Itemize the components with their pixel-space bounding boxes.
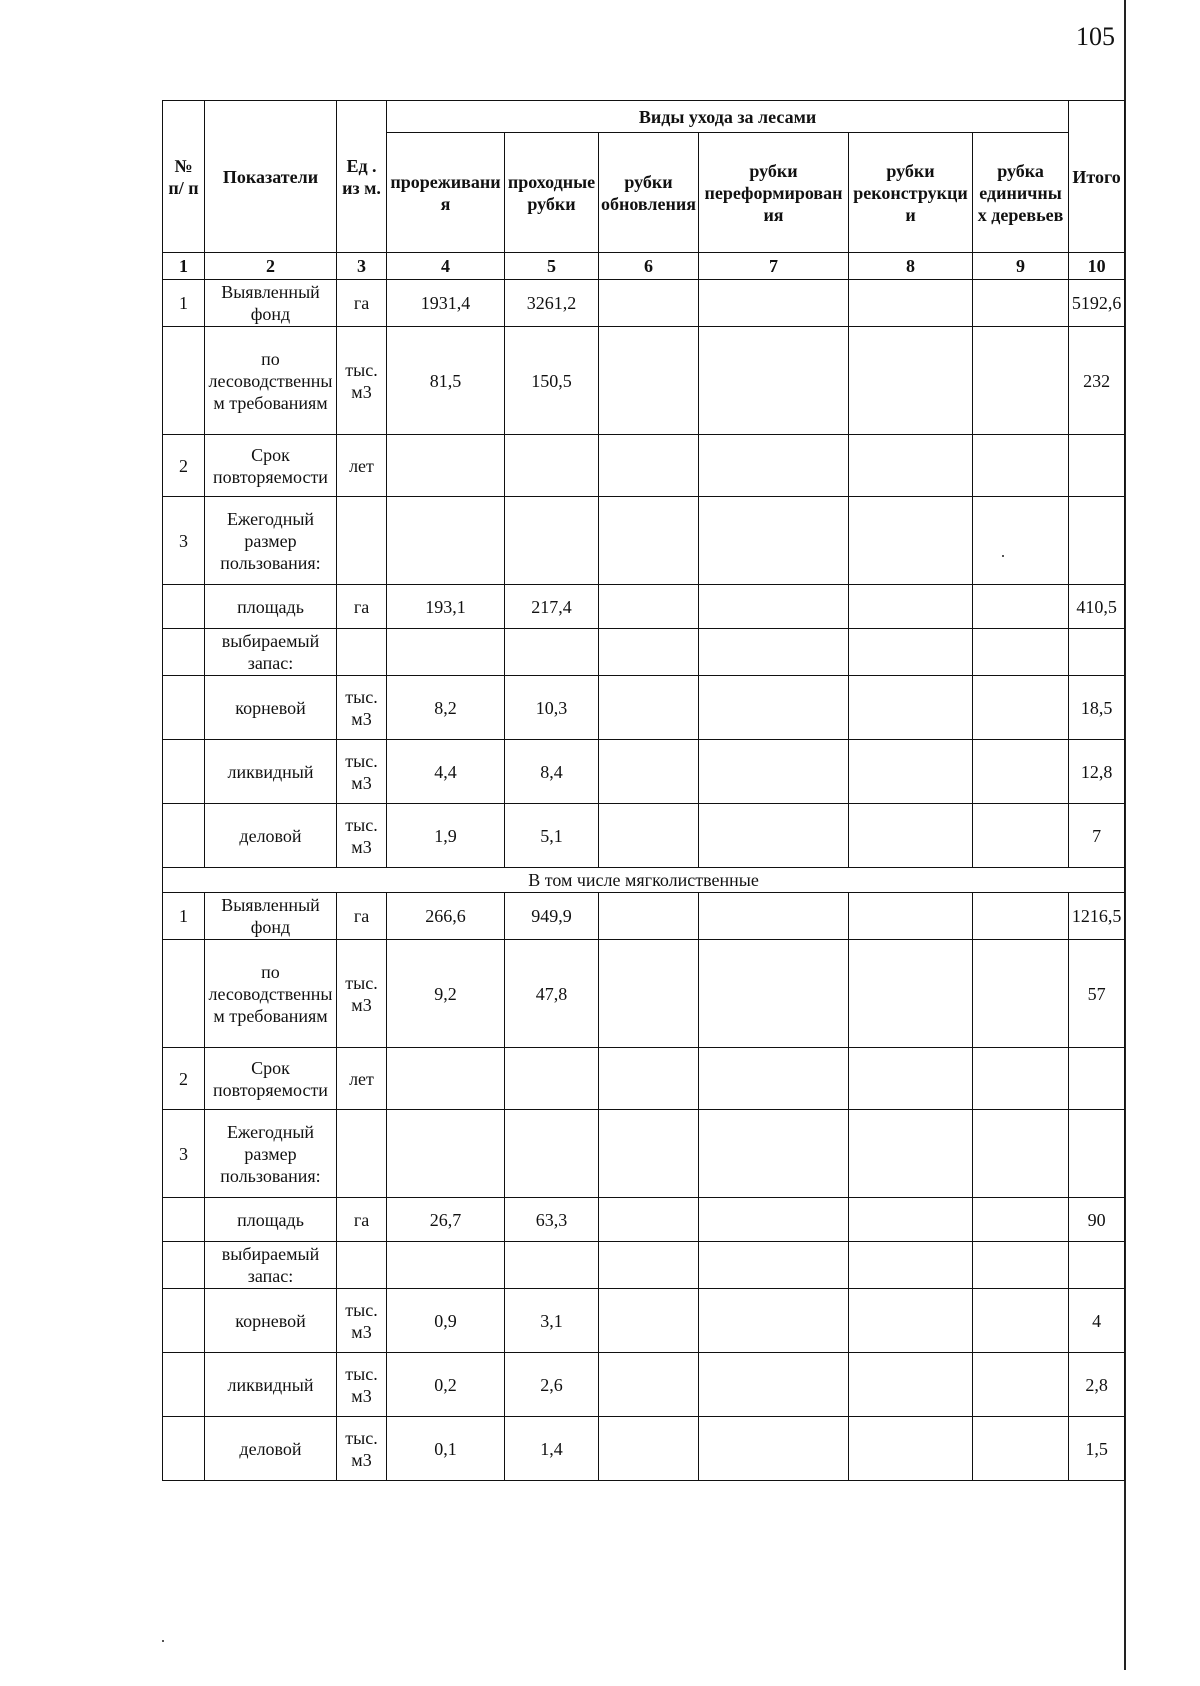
row-col9-cell <box>973 740 1069 804</box>
row-col4-cell: 0,2 <box>387 1353 505 1417</box>
column-number: 6 <box>599 253 699 280</box>
row-col5-cell: 217,4 <box>505 585 599 629</box>
row-col4-cell: 81,5 <box>387 327 505 435</box>
row-col6-cell <box>599 1289 699 1353</box>
row-name-cell: по лесоводственным требованиям <box>205 327 337 435</box>
row-col4-cell <box>387 435 505 497</box>
row-no-cell <box>163 1242 205 1289</box>
row-col6-cell <box>599 629 699 676</box>
row-col8-cell <box>849 1353 973 1417</box>
row-col7-cell <box>699 497 849 585</box>
row-total-cell <box>1069 435 1125 497</box>
row-col9-cell <box>973 585 1069 629</box>
row-col7-cell <box>699 740 849 804</box>
row-col6-cell <box>599 1242 699 1289</box>
row-col9-cell <box>973 497 1069 585</box>
row-name-cell: площадь <box>205 585 337 629</box>
row-col7-cell <box>699 893 849 940</box>
row-col4-cell: 1931,4 <box>387 280 505 327</box>
row-no-cell <box>163 585 205 629</box>
row-col7-cell <box>699 1353 849 1417</box>
column-number: 1 <box>163 253 205 280</box>
row-col6-cell <box>599 1048 699 1110</box>
row-col9-cell <box>973 327 1069 435</box>
row-col6-cell <box>599 1198 699 1242</box>
row-name-cell: деловой <box>205 804 337 868</box>
row-no-cell: 3 <box>163 1110 205 1198</box>
row-unit-cell: га <box>337 280 387 327</box>
column-number: 10 <box>1069 253 1125 280</box>
row-unit-cell: тыс. м3 <box>337 1289 387 1353</box>
row-col8-cell <box>849 804 973 868</box>
row-col8-cell <box>849 1242 973 1289</box>
row-col8-cell <box>849 1110 973 1198</box>
row-col7-cell <box>699 1242 849 1289</box>
row-col7-cell <box>699 1417 849 1481</box>
row-col6-cell <box>599 1417 699 1481</box>
forest-care-table <box>162 100 1125 1481</box>
row-total-cell <box>1069 497 1125 585</box>
row-col7-cell <box>699 280 849 327</box>
row-col7-cell <box>699 1289 849 1353</box>
table-row <box>163 940 1125 1048</box>
row-unit-cell: тыс. м3 <box>337 676 387 740</box>
row-col7-cell <box>699 940 849 1048</box>
row-total-cell: 1,5 <box>1069 1417 1125 1481</box>
row-unit-cell: га <box>337 893 387 940</box>
row-col4-cell: 9,2 <box>387 940 505 1048</box>
row-col4-cell <box>387 497 505 585</box>
row-unit-cell: тыс. м3 <box>337 1417 387 1481</box>
row-col7-cell <box>699 676 849 740</box>
row-total-cell: 90 <box>1069 1198 1125 1242</box>
table-row <box>163 1198 1125 1242</box>
row-col6-cell <box>599 435 699 497</box>
row-col9-cell <box>973 1242 1069 1289</box>
row-total-cell <box>1069 1242 1125 1289</box>
row-no-cell <box>163 1198 205 1242</box>
column-number: 4 <box>387 253 505 280</box>
header-col-5: проходные рубки <box>505 133 599 253</box>
row-col5-cell: 10,3 <box>505 676 599 740</box>
table-row <box>163 740 1125 804</box>
row-no-cell: 2 <box>163 435 205 497</box>
row-name-cell: выбираемый запас: <box>205 629 337 676</box>
row-col4-cell <box>387 1048 505 1110</box>
row-col7-cell <box>699 1048 849 1110</box>
row-col5-cell <box>505 629 599 676</box>
header-col-6: рубки обновления <box>599 133 699 253</box>
subheader-body <box>163 868 1125 893</box>
header-col-8: рубки реконструкции <box>849 133 973 253</box>
row-col9-cell <box>973 1048 1069 1110</box>
table-row <box>163 435 1125 497</box>
column-number: 8 <box>849 253 973 280</box>
row-col9-cell <box>973 1198 1069 1242</box>
row-col5-cell: 150,5 <box>505 327 599 435</box>
row-col6-cell <box>599 280 699 327</box>
row-unit-cell <box>337 1110 387 1198</box>
row-col8-cell <box>849 893 973 940</box>
table-row <box>163 804 1125 868</box>
row-no-cell <box>163 940 205 1048</box>
row-name-cell: по лесоводственным требованиям <box>205 940 337 1048</box>
row-total-cell: 12,8 <box>1069 740 1125 804</box>
row-unit-cell: тыс. м3 <box>337 1353 387 1417</box>
row-no-cell <box>163 629 205 676</box>
row-name-cell: Срок повторяемости <box>205 1048 337 1110</box>
row-no-cell: 3 <box>163 497 205 585</box>
section-subheader: В том числе мягколиственные <box>163 868 1125 893</box>
table-row <box>163 585 1125 629</box>
row-total-cell: 4 <box>1069 1289 1125 1353</box>
row-col8-cell <box>849 740 973 804</box>
row-name-cell: Ежегодный размер пользования: <box>205 1110 337 1198</box>
column-number: 7 <box>699 253 849 280</box>
row-unit-cell <box>337 1242 387 1289</box>
table-row <box>163 676 1125 740</box>
table-row <box>163 497 1125 585</box>
row-col8-cell <box>849 676 973 740</box>
row-col6-cell <box>599 497 699 585</box>
section-1-body <box>163 280 1125 868</box>
header-no: № п/ п <box>163 101 205 253</box>
row-col6-cell <box>599 893 699 940</box>
row-unit-cell: тыс. м3 <box>337 804 387 868</box>
row-col8-cell <box>849 1198 973 1242</box>
page-number: 105 <box>1076 22 1115 51</box>
table-row <box>163 1048 1125 1110</box>
row-col7-cell <box>699 585 849 629</box>
row-no-cell <box>163 676 205 740</box>
row-col8-cell <box>849 435 973 497</box>
row-col5-cell <box>505 497 599 585</box>
table-row <box>163 1242 1125 1289</box>
row-total-cell: 18,5 <box>1069 676 1125 740</box>
row-unit-cell: лет <box>337 435 387 497</box>
row-name-cell: выбираемый запас: <box>205 1242 337 1289</box>
row-col8-cell <box>849 629 973 676</box>
row-col8-cell <box>849 280 973 327</box>
column-number: 5 <box>505 253 599 280</box>
row-col5-cell <box>505 1242 599 1289</box>
row-col4-cell <box>387 1242 505 1289</box>
row-name-cell: ликвидный <box>205 740 337 804</box>
row-col9-cell <box>973 435 1069 497</box>
row-col6-cell <box>599 1110 699 1198</box>
row-col5-cell: 1,4 <box>505 1417 599 1481</box>
row-col9-cell <box>973 804 1069 868</box>
header-group: Виды ухода за лесами <box>387 101 1069 133</box>
row-col4-cell: 8,2 <box>387 676 505 740</box>
table-row <box>163 1417 1125 1481</box>
table-row <box>163 327 1125 435</box>
row-name-cell: Выявленный фонд <box>205 280 337 327</box>
row-total-cell: 2,8 <box>1069 1353 1125 1417</box>
row-unit-cell <box>337 629 387 676</box>
row-total-cell: 5192,6 <box>1069 280 1125 327</box>
row-col4-cell: 1,9 <box>387 804 505 868</box>
header-unit: Ед . из м. <box>337 101 387 253</box>
row-col5-cell <box>505 435 599 497</box>
row-col7-cell <box>699 804 849 868</box>
row-col9-cell <box>973 1417 1069 1481</box>
row-no-cell <box>163 1417 205 1481</box>
row-col5-cell: 5,1 <box>505 804 599 868</box>
table-row <box>163 629 1125 676</box>
row-total-cell: 57 <box>1069 940 1125 1048</box>
row-col8-cell <box>849 1289 973 1353</box>
row-col4-cell: 0,1 <box>387 1417 505 1481</box>
row-no-cell: 2 <box>163 1048 205 1110</box>
row-col8-cell <box>849 1417 973 1481</box>
column-number: 2 <box>205 253 337 280</box>
row-col5-cell: 8,4 <box>505 740 599 804</box>
header-col-4: прореживания <box>387 133 505 253</box>
table-row <box>163 1110 1125 1198</box>
row-name-cell: корневой <box>205 1289 337 1353</box>
table-row <box>163 893 1125 940</box>
table-row <box>163 280 1125 327</box>
row-col4-cell: 193,1 <box>387 585 505 629</box>
row-col5-cell: 63,3 <box>505 1198 599 1242</box>
row-col5-cell: 2,6 <box>505 1353 599 1417</box>
row-no-cell: 1 <box>163 893 205 940</box>
row-total-cell <box>1069 1048 1125 1110</box>
row-no-cell <box>163 1289 205 1353</box>
row-col8-cell <box>849 940 973 1048</box>
row-col4-cell: 266,6 <box>387 893 505 940</box>
row-col7-cell <box>699 1110 849 1198</box>
row-col8-cell <box>849 497 973 585</box>
header-col-7: рубки переформирования <box>699 133 849 253</box>
row-name-cell: ликвидный <box>205 1353 337 1417</box>
row-col9-cell <box>973 280 1069 327</box>
row-col9-cell <box>973 940 1069 1048</box>
header-total: Итого <box>1069 101 1125 253</box>
row-unit-cell: га <box>337 585 387 629</box>
row-name-cell: корневой <box>205 676 337 740</box>
row-name-cell: Выявленный фонд <box>205 893 337 940</box>
row-col6-cell <box>599 804 699 868</box>
row-col5-cell: 949,9 <box>505 893 599 940</box>
table-row <box>163 1289 1125 1353</box>
row-col7-cell <box>699 1198 849 1242</box>
row-col4-cell: 26,7 <box>387 1198 505 1242</box>
row-col8-cell <box>849 585 973 629</box>
row-no-cell <box>163 804 205 868</box>
row-unit-cell: тыс. м3 <box>337 327 387 435</box>
header-indicator: Показатели <box>205 101 337 253</box>
row-total-cell: 410,5 <box>1069 585 1125 629</box>
row-col8-cell <box>849 1048 973 1110</box>
row-name-cell: площадь <box>205 1198 337 1242</box>
column-number: 9 <box>973 253 1069 280</box>
row-unit-cell: га <box>337 1198 387 1242</box>
row-col5-cell <box>505 1048 599 1110</box>
column-number-row <box>163 253 1125 280</box>
row-col9-cell <box>973 676 1069 740</box>
row-total-cell: 7 <box>1069 804 1125 868</box>
row-unit-cell <box>337 497 387 585</box>
row-col4-cell <box>387 629 505 676</box>
row-unit-cell: тыс. м3 <box>337 740 387 804</box>
table-row <box>163 1353 1125 1417</box>
row-col5-cell <box>505 1110 599 1198</box>
row-col9-cell <box>973 629 1069 676</box>
row-col7-cell <box>699 327 849 435</box>
row-col6-cell <box>599 940 699 1048</box>
row-col5-cell: 3261,2 <box>505 280 599 327</box>
row-no-cell <box>163 1353 205 1417</box>
section-2-body <box>163 893 1125 1481</box>
row-col4-cell: 4,4 <box>387 740 505 804</box>
row-name-cell: Срок повторяемости <box>205 435 337 497</box>
row-col8-cell <box>849 327 973 435</box>
row-unit-cell: тыс. м3 <box>337 940 387 1048</box>
row-col9-cell <box>973 1289 1069 1353</box>
row-total-cell <box>1069 629 1125 676</box>
row-col9-cell <box>973 893 1069 940</box>
row-total-cell: 232 <box>1069 327 1125 435</box>
row-col6-cell <box>599 740 699 804</box>
row-col9-cell <box>973 1110 1069 1198</box>
row-total-cell: 1216,5 <box>1069 893 1125 940</box>
row-unit-cell: лет <box>337 1048 387 1110</box>
row-col6-cell <box>599 585 699 629</box>
row-name-cell: деловой <box>205 1417 337 1481</box>
row-col7-cell <box>699 629 849 676</box>
column-number: 3 <box>337 253 387 280</box>
row-no-cell: 1 <box>163 280 205 327</box>
row-col5-cell: 47,8 <box>505 940 599 1048</box>
row-col4-cell <box>387 1110 505 1198</box>
row-name-cell: Ежегодный размер пользования: <box>205 497 337 585</box>
row-total-cell <box>1069 1110 1125 1198</box>
header-col-9: рубка единичных деревьев <box>973 133 1069 253</box>
row-no-cell <box>163 740 205 804</box>
row-col7-cell <box>699 435 849 497</box>
scan-speck <box>162 1640 164 1642</box>
row-col4-cell: 0,9 <box>387 1289 505 1353</box>
row-col6-cell <box>599 1353 699 1417</box>
row-col6-cell <box>599 327 699 435</box>
row-col5-cell: 3,1 <box>505 1289 599 1353</box>
row-col9-cell <box>973 1353 1069 1417</box>
row-no-cell <box>163 327 205 435</box>
row-col6-cell <box>599 676 699 740</box>
